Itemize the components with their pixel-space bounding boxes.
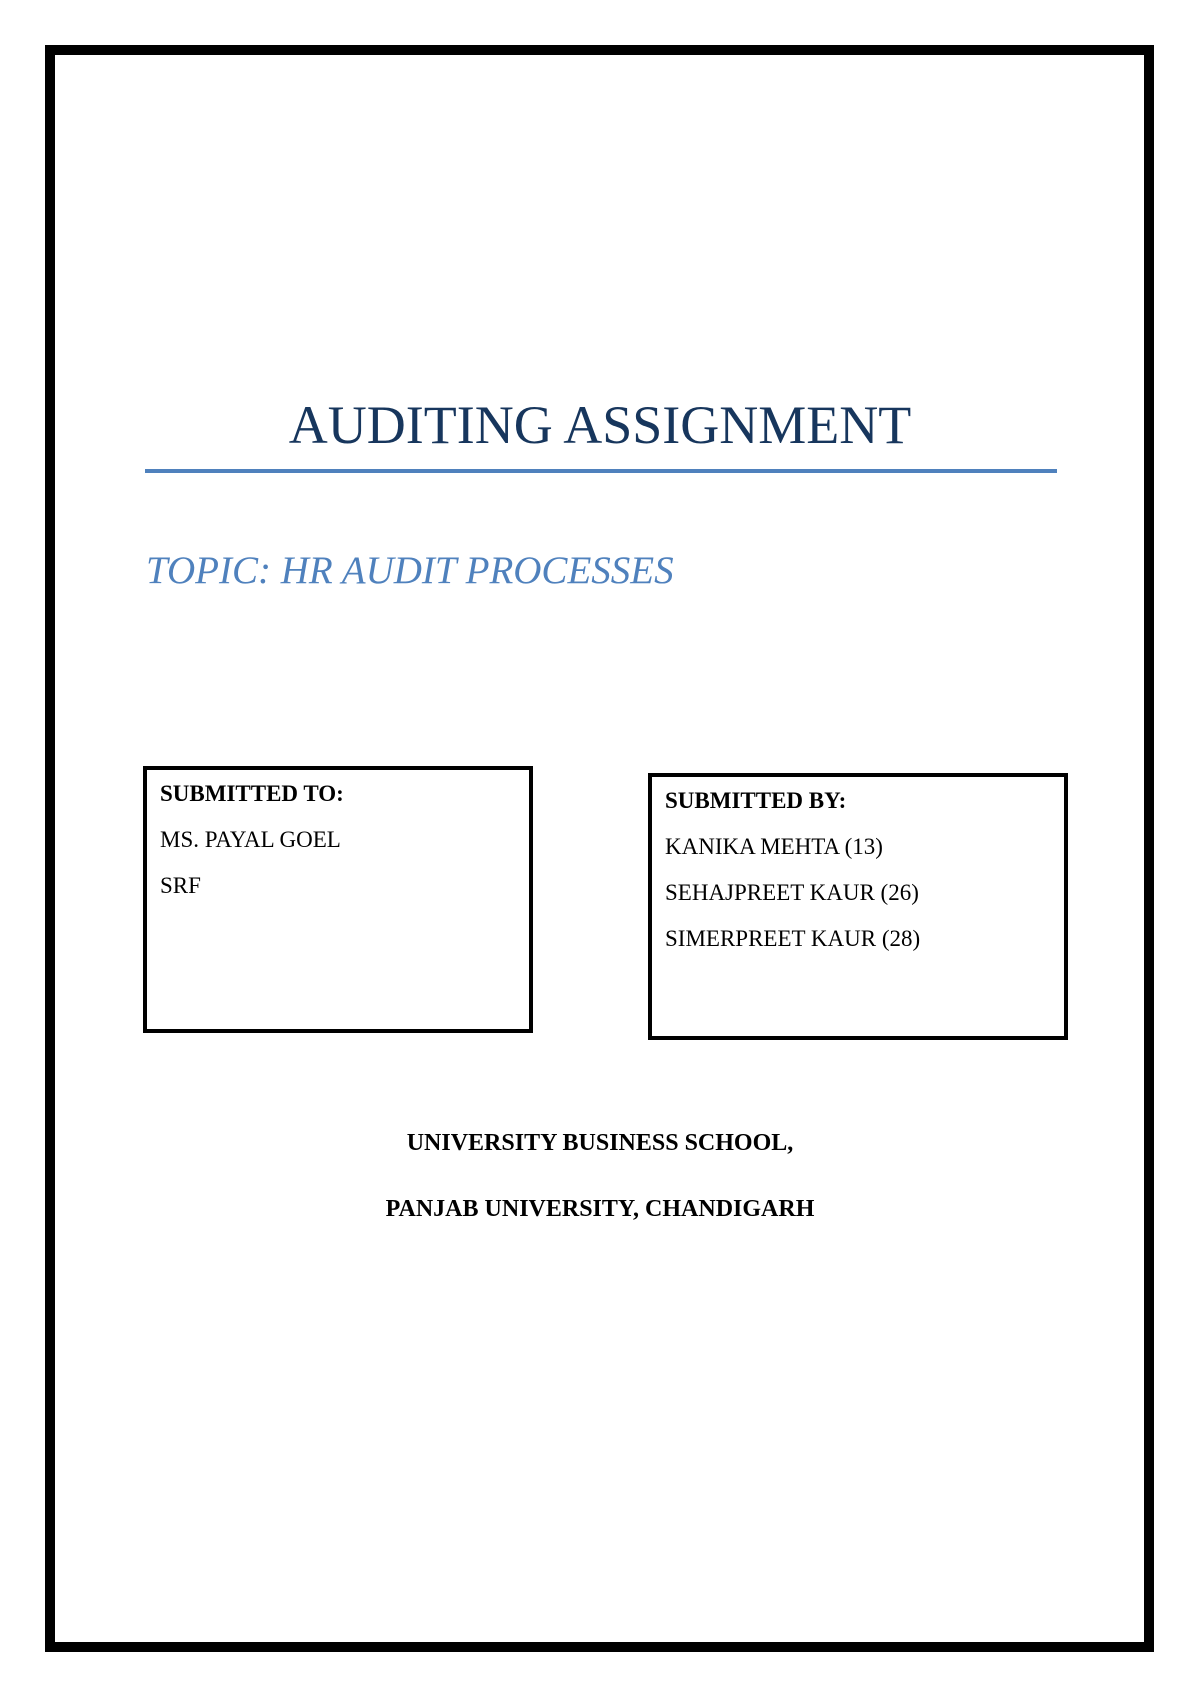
- submitted-to-designation: SRF: [160, 873, 201, 898]
- institution-line-2: PANJAB UNIVERSITY, CHANDIGARH: [385, 1196, 815, 1222]
- submitted-to-box: [143, 766, 533, 1033]
- submitted-to-heading: SUBMITTED TO:: [160, 781, 344, 806]
- title-underline: [145, 469, 1057, 473]
- institution-line-1: UNIVERSITY BUSINESS SCHOOL,: [406, 1130, 794, 1156]
- topic-heading: TOPIC: HR AUDIT PROCESSES: [146, 549, 674, 592]
- submitted-by-student-2: SEHAJPREET KAUR (26): [665, 880, 919, 905]
- submitted-to-name: MS. PAYAL GOEL: [160, 827, 341, 852]
- document-title: AUDITING ASSIGNMENT: [288, 395, 912, 455]
- submitted-by-box: [648, 773, 1068, 1040]
- submitted-by-student-3: SIMERPREET KAUR (28): [665, 926, 921, 951]
- submitted-by-heading: SUBMITTED BY:: [665, 788, 847, 813]
- submitted-by-student-1: KANIKA MEHTA (13): [665, 834, 883, 859]
